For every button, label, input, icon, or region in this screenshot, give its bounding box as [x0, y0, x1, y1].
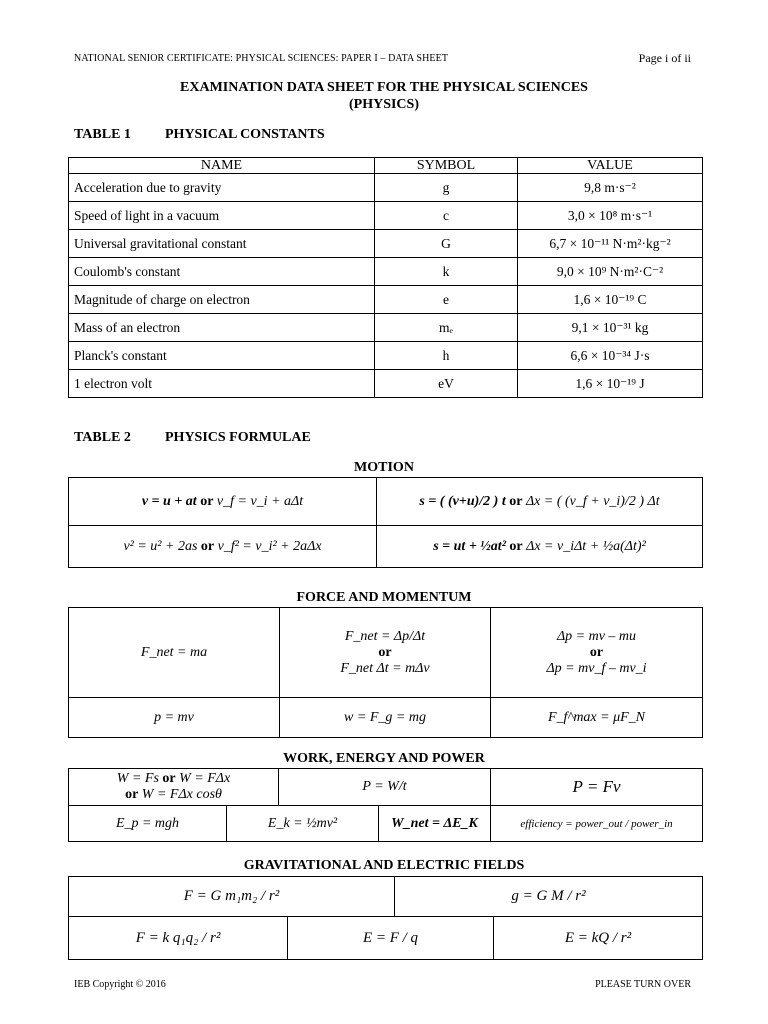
table1-label: TABLE 1: [74, 127, 131, 142]
const-value: 9,0 × 10⁹ N·m²·C⁻²: [518, 258, 703, 286]
const-name: 1 electron volt: [69, 370, 375, 398]
const-name: Planck's constant: [69, 342, 375, 370]
table-header-row: [69, 158, 703, 174]
formula: E_k = ½mv²: [267, 815, 338, 831]
formula: v = u + at: [141, 493, 197, 509]
formula: E = kQ / r²: [564, 929, 632, 946]
page-number: Page i of ii: [638, 51, 691, 65]
formula-cell: [69, 877, 395, 917]
const-value: 9,8 m·s⁻²: [518, 174, 703, 202]
constants-table: [68, 157, 703, 398]
formula: W = Fs: [116, 771, 159, 786]
formula: E = F / q: [362, 929, 419, 946]
const-symbol: h: [375, 342, 518, 370]
const-value: 1,6 × 10⁻¹⁹ C: [518, 286, 703, 314]
work-table: [68, 768, 703, 842]
formula-cell: [69, 478, 377, 526]
formula: p = mv: [154, 709, 194, 725]
formula: F = k q₁q₂ / r²: [135, 929, 221, 946]
formula: W = FΔx cosθ: [141, 787, 222, 802]
formula-cell: [491, 769, 703, 806]
header-left: NATIONAL SENIOR CERTIFICATE: PHYSICAL SCIENCES: PAPER I – DATA SHEET: [74, 53, 449, 64]
formula: F_net = ma: [140, 644, 208, 660]
formula: W_net = ΔE_K: [391, 815, 478, 831]
formula: Δp = mv_f – mv_i: [546, 660, 647, 676]
const-value: 6,7 × 10⁻¹¹ N·m²·kg⁻²: [518, 230, 703, 258]
section-fields-title: GRAVITATIONAL AND ELECTRIC FIELDS: [243, 858, 525, 873]
formula: F = G m₁m₂ / r²: [183, 888, 280, 904]
formula: F_net Δt = mΔv: [340, 660, 430, 676]
const-symbol: g: [375, 174, 518, 202]
table-row: [69, 478, 703, 526]
formula-cell: [491, 608, 703, 698]
const-symbol: mₑ: [375, 314, 518, 342]
formula: v² = u² + 2as: [123, 538, 198, 554]
table-row: [69, 608, 703, 698]
table-row: [69, 314, 703, 342]
formula-cell: [377, 526, 703, 568]
formula: Δx = ( (v_f + v_i)/2 ) Δt: [525, 493, 660, 509]
table-row: [69, 202, 703, 230]
formula-cell: [69, 608, 280, 698]
formula-cell: [69, 806, 227, 842]
formula: v_f² = v_i² + 2aΔx: [217, 538, 322, 554]
formula-cell: [227, 806, 379, 842]
or-connector: or: [509, 538, 523, 554]
const-symbol: k: [375, 258, 518, 286]
formula: g = G M / r²: [511, 888, 586, 904]
formula: s = ut + ½at²: [433, 538, 506, 554]
table2-label: TABLE 2: [74, 430, 131, 445]
formula-cell: [69, 769, 279, 806]
const-symbol: c: [375, 202, 518, 230]
formula-cell: [491, 698, 703, 738]
const-name: Universal gravitational constant: [69, 230, 375, 258]
formula-cell: [288, 917, 494, 960]
page-title: EXAMINATION DATA SHEET FOR THE PHYSICAL SCIENCES: [180, 80, 588, 95]
table-row: [69, 917, 703, 960]
force-table: [68, 607, 703, 738]
formula: P = W/t: [362, 779, 407, 794]
formula: F_f^max = μF_N: [547, 709, 646, 725]
table-row: [69, 370, 703, 398]
or-connector: or: [378, 644, 392, 660]
table1-title: PHYSICAL CONSTANTS: [165, 127, 325, 142]
formula-cell: [69, 917, 288, 960]
motion-table: [68, 477, 703, 568]
formula: W = FΔx: [179, 771, 231, 786]
const-value: 6,6 × 10⁻³⁴ J·s: [518, 342, 703, 370]
or-connector: or: [162, 771, 176, 786]
formula: P = Fv: [572, 777, 621, 796]
const-name: Speed of light in a vacuum: [69, 202, 375, 230]
formula-cell: [491, 806, 703, 842]
formula-cell: [69, 526, 377, 568]
formula-cell: [379, 806, 491, 842]
formula-cell: [280, 608, 491, 698]
const-value: 9,1 × 10⁻³¹ kg: [518, 314, 703, 342]
const-name: Mass of an electron: [69, 314, 375, 342]
formula-cell: [280, 698, 491, 738]
formula: F_net = Δp/Δt: [344, 628, 426, 644]
formula: Δx = v_iΔt + ½a(Δt)²: [526, 538, 646, 554]
const-name: Acceleration due to gravity: [69, 174, 375, 202]
fields-table: [68, 876, 703, 960]
const-value: 3,0 × 10⁸ m·s⁻¹: [518, 202, 703, 230]
formula-cell: [494, 917, 703, 960]
const-symbol: G: [375, 230, 518, 258]
table-row: [69, 698, 703, 738]
formula: v_f = v_i + aΔt: [216, 493, 304, 509]
table2-title: PHYSICS FORMULAE: [165, 430, 311, 445]
or-connector: or: [509, 493, 523, 509]
or-connector: or: [589, 644, 604, 660]
table-row: [69, 877, 703, 917]
col-header-name: NAME: [69, 158, 375, 174]
section-motion-title: MOTION: [354, 460, 414, 475]
const-symbol: eV: [375, 370, 518, 398]
table-row: [69, 286, 703, 314]
or-connector: or: [200, 538, 215, 554]
table-row: [69, 258, 703, 286]
formula-cell: [395, 877, 703, 917]
formula: efficiency = power_out / power_in: [520, 817, 673, 830]
table-row: [69, 526, 703, 568]
formula: w = F_g = mg: [344, 709, 426, 725]
const-name: Magnitude of charge on electron: [69, 286, 375, 314]
formula: E_p = mgh: [115, 815, 180, 831]
table-row: [69, 806, 703, 842]
formula-cell: [69, 698, 280, 738]
formula-cell: [377, 478, 703, 526]
table-row: [69, 230, 703, 258]
col-header-value: VALUE: [518, 158, 703, 174]
section-work-title: WORK, ENERGY AND POWER: [283, 751, 485, 766]
table-row: [69, 174, 703, 202]
footer-copyright: IEB Copyright © 2016: [74, 979, 166, 990]
table-row: [69, 342, 703, 370]
page-subtitle: (PHYSICS): [348, 97, 419, 112]
section-force-title: FORCE AND MOMENTUM: [296, 590, 472, 605]
formula-cell: [279, 769, 491, 806]
footer-turn-over: PLEASE TURN OVER: [595, 979, 691, 990]
const-symbol: e: [375, 286, 518, 314]
formula: Δp = mv – mu: [556, 628, 637, 644]
formula: s = ( (v+u)/2 ) t: [419, 493, 506, 509]
or-connector: or: [200, 493, 214, 509]
const-name: Coulomb's constant: [69, 258, 375, 286]
col-header-symbol: SYMBOL: [375, 158, 518, 174]
or-connector: or: [125, 787, 139, 802]
const-value: 1,6 × 10⁻¹⁹ J: [518, 370, 703, 398]
table-row: [69, 769, 703, 806]
